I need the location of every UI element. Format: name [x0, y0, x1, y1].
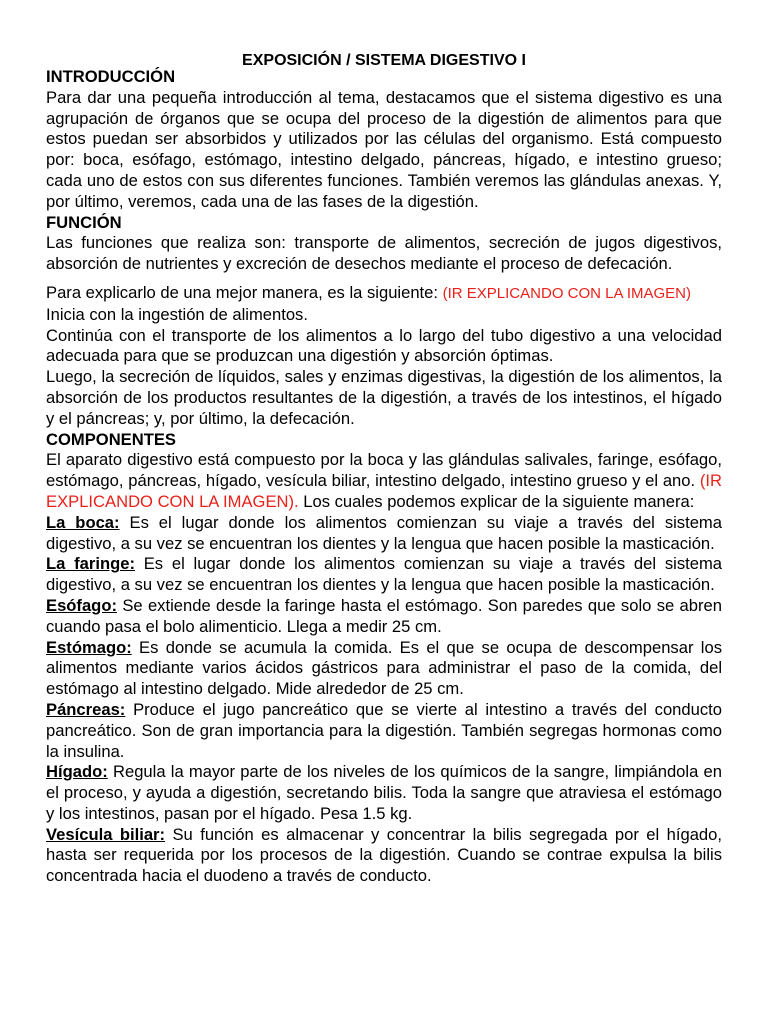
organ-term: Vesícula biliar:	[46, 824, 166, 844]
explain-text: Para explicarlo de una mejor manera, es la siguiente:	[46, 282, 443, 302]
organ-item	[46, 596, 722, 638]
organ-description: Es el lugar donde los alimentos comienzan su viaje a través del sistema digestivo, a su vez se encuentran los dientes y la lengua que hacen posible la masticación.	[46, 512, 722, 553]
function-paragraph: Las funciones que realiza son: transporte de alimentos, secreción de jugos digestivos, absorción de nutrientes y excreción de desechos mediante el proceso de defecación.	[46, 233, 722, 274]
step-2: Continúa con el transporte de los alimentos a lo largo del tubo digestivo a una velocidad adecuada para que se produzcan una digestión y absorción óptimas.	[46, 325, 722, 366]
organ-description: Es donde se acumula la comida. Es el que se ocupa de descompensar los alimentos mediante varios ácidos gástricos para administrar el paso de la comida, del estómago al intestino delgado. Mide alrededor de 25 cm.	[46, 637, 722, 699]
components-text-a: El aparato digestivo está compuesto por la boca y las glándulas salivales, faringe, esófago, estómago, páncreas, hígado, vesícula biliar, intestino delgado, intestino grueso y el ano.	[46, 450, 722, 491]
organ-term: Hígado:	[46, 762, 108, 782]
organ-description: Es el lugar donde los alimentos comienzan su viaje a través del sistema digestivo, a su vez se encuentran los dientes y la lengua que hacen posible la masticación.	[46, 554, 722, 595]
organ-term: La faringe:	[46, 554, 135, 574]
components-heading: COMPONENTES	[46, 429, 176, 449]
organ-term: Páncreas:	[46, 699, 126, 719]
components-paragraph	[46, 450, 722, 512]
organ-item	[46, 700, 722, 762]
function-heading: FUNCIÓN	[46, 212, 122, 232]
organ-description: Produce el jugo pancreático que se vierte al intestino a través del conducto pancreático. Son de gran importancia para la digestión. También segregas hormonas como la insulina.	[46, 699, 722, 761]
organ-item	[46, 513, 722, 555]
intro-paragraph: Para dar una pequeña introducción al tema, destacamos que el sistema digestivo es una agrupación de órganos que se ocupa del proceso de la digestión de alimentos para que estos puedan ser absorbidos y utilizados por las células del organismo. Está compuesto por: boca, esófago, estómago, intestino delgado, páncreas, hígado, e intestino grueso; cada uno de estos con sus diferentes funciones. También veremos las glándulas anexas. Y, por último, veremos, cada una de las fases de la digestión.	[46, 87, 722, 211]
components-note: (IR EXPLICANDO CON LA IMAGEN).	[46, 471, 722, 511]
document-title: EXPOSICIÓN / SISTEMA DIGESTIVO I	[242, 52, 526, 69]
step-1: Inicia con la ingestión de alimentos.	[46, 304, 308, 324]
organ-term: Esófago:	[46, 595, 117, 615]
organ-description: Se extiende desde la faringe hasta el estómago. Son paredes que solo se abren cuando pasa el bolo alimenticio. Llega a medir 25 cm.	[46, 595, 722, 636]
organ-term: Estómago:	[46, 637, 132, 657]
organ-item	[46, 554, 722, 596]
organ-description: Regula la mayor parte de los niveles de los químicos de la sangre, limpiándola en el proceso, y ayuda a digestión, secretando bilis. Toda la sangre que atraviesa el estómago y los intestinos, pasan por el hígado. Pesa 1.5 kg.	[46, 762, 722, 823]
organ-term: La boca:	[46, 512, 120, 532]
organ-item	[46, 762, 722, 824]
organ-item	[46, 638, 722, 700]
explain-paragraph	[46, 283, 722, 305]
step-3: Luego, la secreción de líquidos, sales y enzimas digestivas, la digestión de los alimentos, la absorción de los productos resultantes de la digestión, a través de los intestinos, el hígado y el páncreas; y, por último, la defecación.	[46, 367, 722, 428]
spacer	[46, 275, 722, 283]
intro-heading: INTRODUCCIÓN	[46, 67, 176, 86]
document-content	[46, 67, 722, 887]
organ-description: Su función es almacenar y concentrar la bilis segregada por el hígado, hasta ser requerida por los procesos de la digestión. Cuando se contrae expulsa la bilis concentrada hacia el duodeno a través de conducto.	[46, 824, 722, 886]
organ-item	[46, 825, 722, 887]
components-text-b: Los cuales podemos explicar de la siguiente manera:	[298, 491, 695, 511]
explain-note: (IR EXPLICANDO CON LA IMAGEN)	[442, 284, 692, 302]
